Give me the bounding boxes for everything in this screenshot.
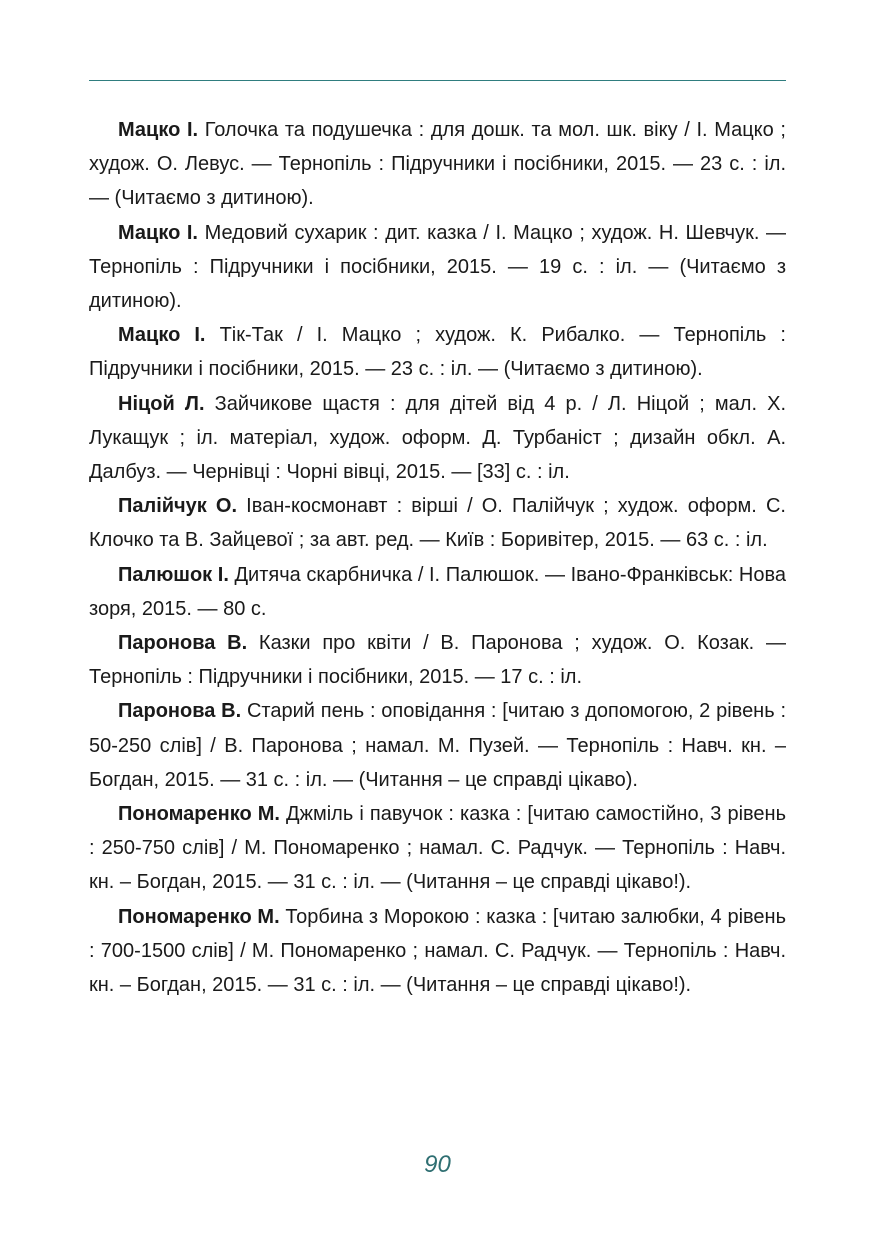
entry-text: Зайчикове щастя : для дітей від 4 р. / Л. Ніцой ; мал. Х. Лукащук ; іл. матеріал, худож. оформ. Д. Турбаніст ; дизайн обкл. А. Далбуз. — Чернівці : Чорні вівці, 2015. — [33] с. : іл. — [89, 392, 787, 484]
entry-author: Пономаренко М. — [118, 905, 280, 928]
entry-text: Торбина з Морокою : казка : [читаю залюбки, 4 рівень : 700-1500 слів] / М. Пономаренко ; намал. С. Радчук. — Тернопіль : Навч. кн. – Богдан, 2015. — 31 с. : іл. — (Читання – це справді цікаво!). — [89, 905, 787, 997]
bibliography-entry — [89, 216, 786, 319]
bibliography-entry — [89, 387, 786, 490]
entry-author: Паронова В. — [118, 632, 248, 655]
bibliography-entry — [89, 626, 786, 694]
bibliography-entry — [89, 900, 786, 1003]
bibliography-list — [89, 113, 786, 1002]
entry-author: Ніцой Л. — [118, 392, 205, 415]
bibliography-entry — [89, 797, 786, 900]
header-rule — [89, 80, 786, 81]
entry-text: Дитяча скарбничка / І. Палюшок. — Івано-Франківськ: Нова зоря, 2015. — 80 с. — [89, 563, 786, 620]
entry-text: Казки про квіти / В. Паронова ; худож. О. Козак. — Тернопіль : Підручники і посібники, 2015. — 17 с. : іл. — [89, 632, 786, 689]
entry-author: Мацко І. — [118, 119, 199, 141]
entry-author: Мацко І. — [118, 324, 206, 347]
entry-text: Голочка та подушечка : для дошк. та мол. шк. віку / І. Мацко ; худож. О. Левус. — Тернопіль : Підручники і посібники, 2015. — 23 с. : іл. — (Читаємо з дитиною). — [89, 119, 786, 210]
entry-author: Паронова В. — [118, 700, 242, 723]
bibliography-entry — [89, 694, 786, 797]
bibliography-entry — [89, 558, 786, 626]
bibliography-entry — [89, 113, 786, 216]
page-number: 90 — [424, 1151, 451, 1178]
entry-text: Медовий сухарик : дит. казка / І. Мацко ; худож. Н. Шевчук. — Тернопіль : Підручники і посібники, 2015. — 19 с. : іл. — (Читаємо з дитиною). — [89, 221, 786, 313]
entry-text: Тік-Так / І. Мацко ; худож. К. Рибалко. — Тернопіль : Підручники і посібники, 2015. — 23 с. : іл. — (Читаємо з дитиною). — [89, 324, 786, 381]
entry-text: Старий пень : оповідання : [читаю з допомогою, 2 рівень : 50-250 слів] / В. Паронова ; намал. М. Пузей. — Тернопіль : Навч. кн. – Богдан, 2015. — 31 с. : іл. — (Читання – це справді цікаво). — [89, 700, 786, 791]
entry-text: Джміль і павучок : казка : [читаю самостійно, 3 рівень : 250-750 слів] / М. Пономаренко ; намал. С. Радчук. — Тернопіль : Навч. кн. – Богдан, 2015. — 31 с. : іл. — (Читання – це справді цікаво!). — [89, 803, 786, 894]
entry-author: Мацко І. — [118, 221, 198, 244]
entry-author: Палюшок І. — [118, 563, 229, 586]
entry-author: Пономаренко М. — [118, 803, 280, 826]
bibliography-entry — [89, 489, 786, 557]
bibliography-entry — [89, 318, 786, 386]
entry-text: Іван-космонавт : вірші / О. Палійчук ; худож. оформ. С. Клочко та В. Зайцевої ; за авт. ред. — Київ : Боривітер, 2015. — 63 с. : іл. — [89, 495, 786, 552]
entry-author: Палійчук О. — [118, 495, 238, 518]
